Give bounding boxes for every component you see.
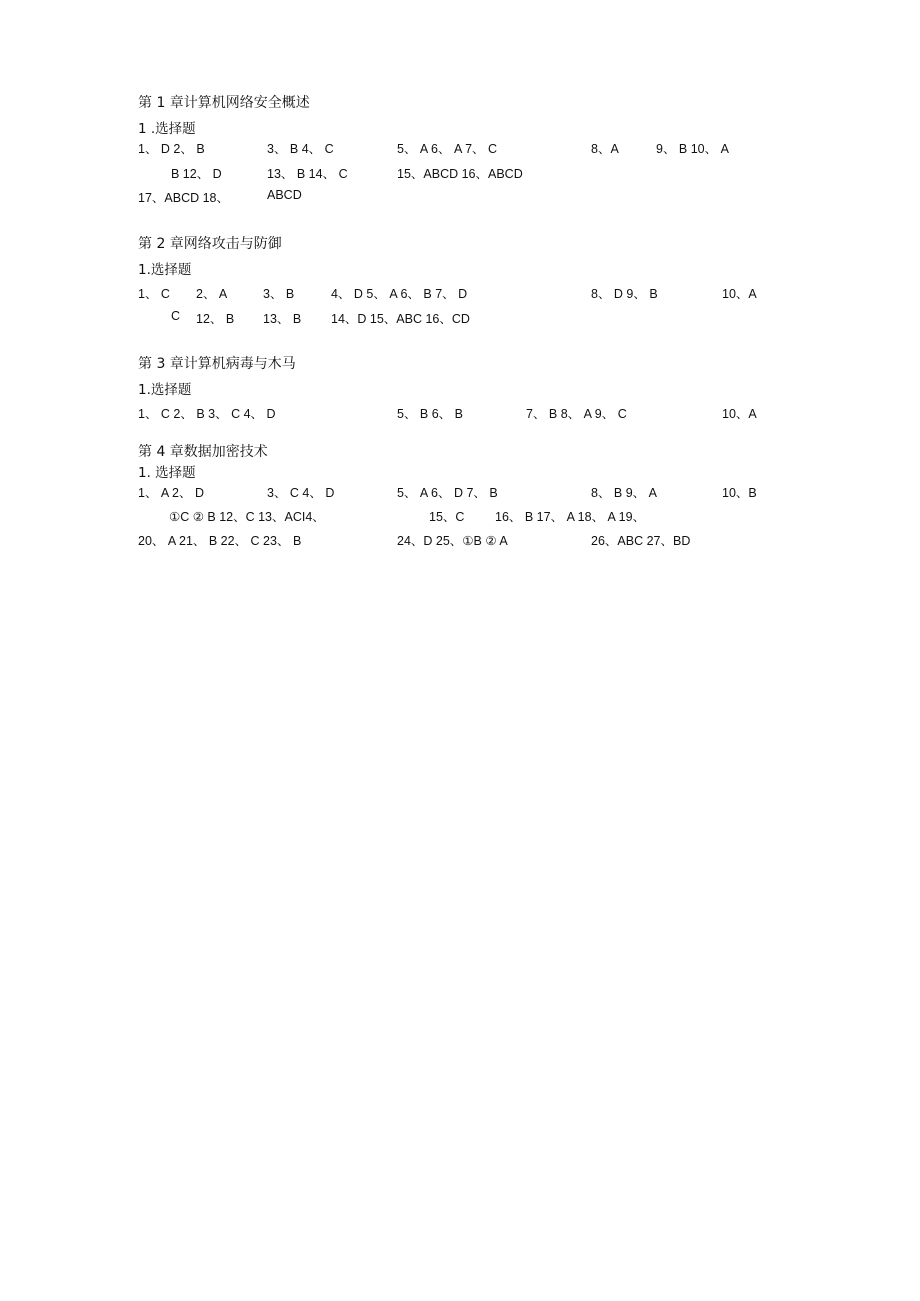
chapter-4-subtitle: 1. 选择题 bbox=[138, 465, 196, 481]
answer-group: 1、 C 2、 B 3、 C 4、 D bbox=[138, 407, 276, 421]
answer-group: 12、 B bbox=[196, 312, 235, 326]
chapter-2-title: 第 2 章网络攻击与防御 bbox=[138, 236, 282, 252]
chapter-3-title: 第 3 章计算机病毒与木马 bbox=[138, 356, 296, 372]
chapter-1-subtitle: 1 .选择题 bbox=[138, 121, 196, 137]
chapter-1-title: 第 1 章计算机网络安全概述 bbox=[138, 95, 310, 111]
answer-group: 10、B bbox=[722, 486, 757, 500]
chapter-4-title: 第 4 章数据加密技术 bbox=[138, 444, 268, 460]
answer-group: 8、 D 9、 B bbox=[591, 287, 658, 301]
answer-group: 2、 A bbox=[196, 287, 228, 301]
answer-group: 15、ABCD 16、ABCD bbox=[397, 167, 523, 181]
answer-group: 14、D 15、ABC 16、CD bbox=[331, 312, 470, 326]
answer-group: B 12、 D bbox=[171, 167, 222, 181]
answer-group: 1、 A 2、 D bbox=[138, 486, 204, 500]
answer-group: 9、 B 10、 A bbox=[656, 142, 729, 156]
answer-group: 7、 B 8、 A 9、 C bbox=[526, 407, 627, 421]
answer-group: ①C ② B 12、C 13、ACI4、 bbox=[169, 510, 325, 524]
answer-group: 3、 B bbox=[263, 287, 295, 301]
answer-group: 13、 B 14、 C bbox=[267, 167, 348, 181]
answer-group: 5、 A 6、 D 7、 B bbox=[397, 486, 498, 500]
answer-group: 17、ABCD 18、 bbox=[138, 191, 230, 205]
answer-group: 13、 B bbox=[263, 312, 302, 326]
answer-group: 1、 D 2、 B bbox=[138, 142, 205, 156]
answer-group: 15、C bbox=[429, 510, 465, 524]
answer-group: 26、ABC 27、BD bbox=[591, 534, 691, 548]
answer-group: 5、 B 6、 B bbox=[397, 407, 463, 421]
answer-group: 8、 B 9、 A bbox=[591, 486, 657, 500]
answer-group: ABCD bbox=[267, 188, 302, 202]
answer-group: 1、 C bbox=[138, 287, 170, 301]
answer-group: 20、 A 21、 B 22、 C 23、 B bbox=[138, 534, 302, 548]
answer-group: 8、A bbox=[591, 142, 619, 156]
answer-group: C bbox=[171, 309, 181, 323]
answer-group: 16、 B 17、 A 18、 A 19、 bbox=[495, 510, 646, 524]
answer-group: 5、 A 6、 A 7、 C bbox=[397, 142, 498, 156]
chapter-2-subtitle: 1.选择题 bbox=[138, 262, 192, 278]
answer-group: 3、 C 4、 D bbox=[267, 486, 335, 500]
answer-group: 24、D 25、①B ② A bbox=[397, 534, 508, 548]
answer-group: 4、 D 5、 A 6、 B 7、 D bbox=[331, 287, 468, 301]
answer-group: 10、A bbox=[722, 407, 757, 421]
chapter-3-subtitle: 1.选择题 bbox=[138, 382, 192, 398]
answer-group: 3、 B 4、 C bbox=[267, 142, 334, 156]
answer-group: 10、A bbox=[722, 287, 757, 301]
